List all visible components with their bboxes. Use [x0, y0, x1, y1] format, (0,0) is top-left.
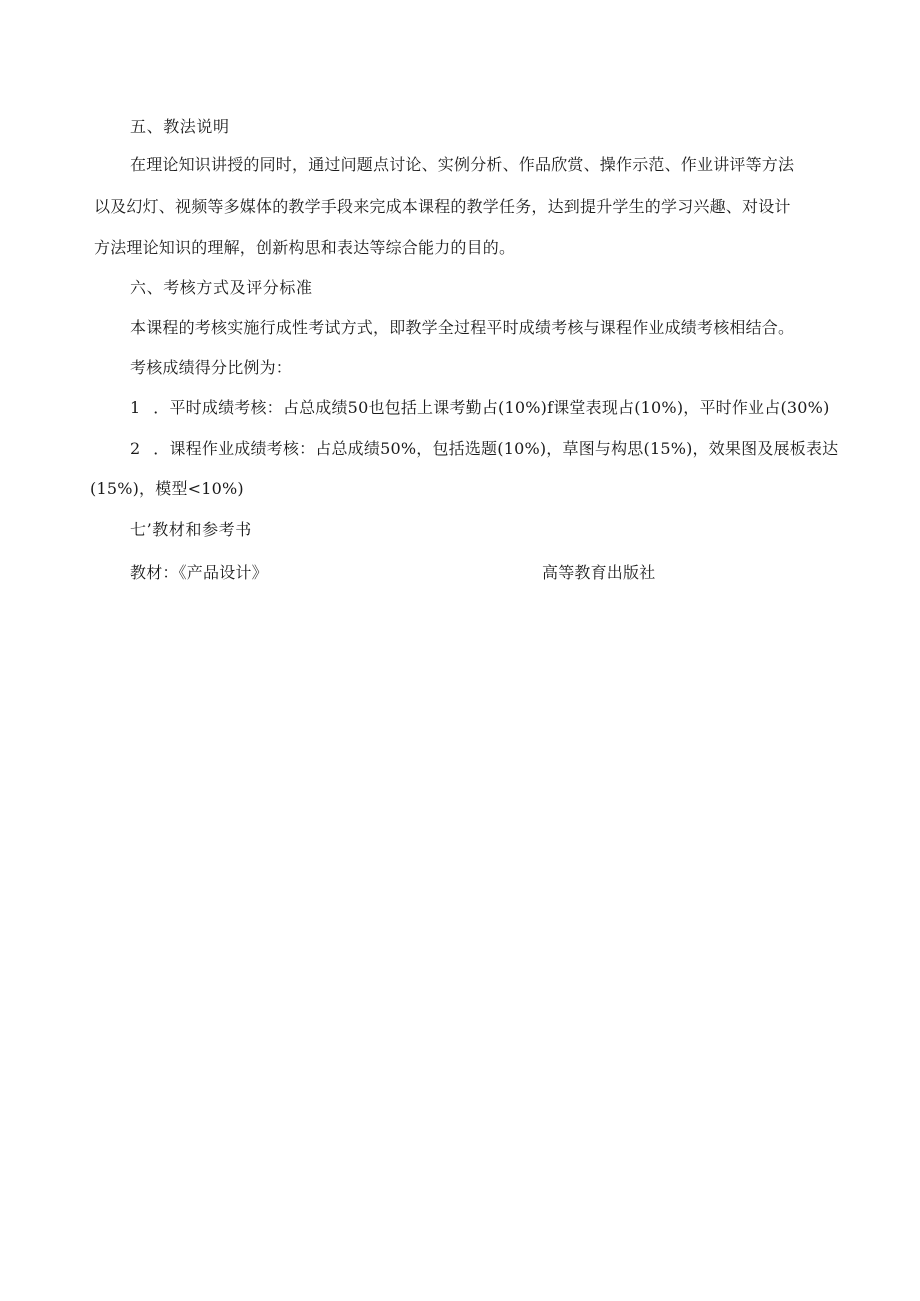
- item-number: 1: [130, 398, 141, 417]
- textbook-title: 教材：《产品设计》: [130, 563, 268, 582]
- item-text: ．平时成绩考核：占总成绩50也包括上课考勤占(10%)f课堂表现占(10%)，平时作业占(30%): [148, 398, 830, 417]
- item-text: ．课程作业成绩考核：占总成绩50%，包括选题(10%)，草图与构思(15%)，效果图及展板表达: [148, 439, 839, 458]
- textbook-entry: [0, 561, 920, 585]
- assessment-intro: 本课程的考核实施行成性考试方式，即教学全过程平时成绩考核与课程作业成绩考核相结合。: [130, 318, 795, 337]
- item-number: 2: [130, 439, 141, 458]
- assessment-item-1: [0, 396, 920, 420]
- paragraph-line: 方法理论知识的理解，创新构思和表达等综合能力的目的。: [94, 238, 516, 257]
- assessment-item-2-continuation: (15%)，模型<10%): [90, 479, 244, 498]
- paragraph-line: 以及幻灯、视频等多媒体的教学手段来完成本课程的教学任务，达到提升学生的学习兴趣、对设计: [94, 197, 791, 216]
- textbook-publisher: 高等教育出版社: [542, 563, 656, 582]
- paragraph-line: 在理论知识讲授的同时，通过问题点讨论、实例分析、作品欣赏、操作示范、作业讲评等方法: [130, 155, 795, 174]
- section-heading-teaching-method: 五、教法说明: [130, 117, 230, 136]
- assessment-item-2: [0, 437, 920, 461]
- section-heading-textbooks: 七’教材和参考书: [130, 520, 252, 539]
- section-heading-assessment: 六、考核方式及评分标准: [130, 278, 313, 297]
- assessment-ratio-label: 考核成绩得分比例为：: [130, 358, 293, 377]
